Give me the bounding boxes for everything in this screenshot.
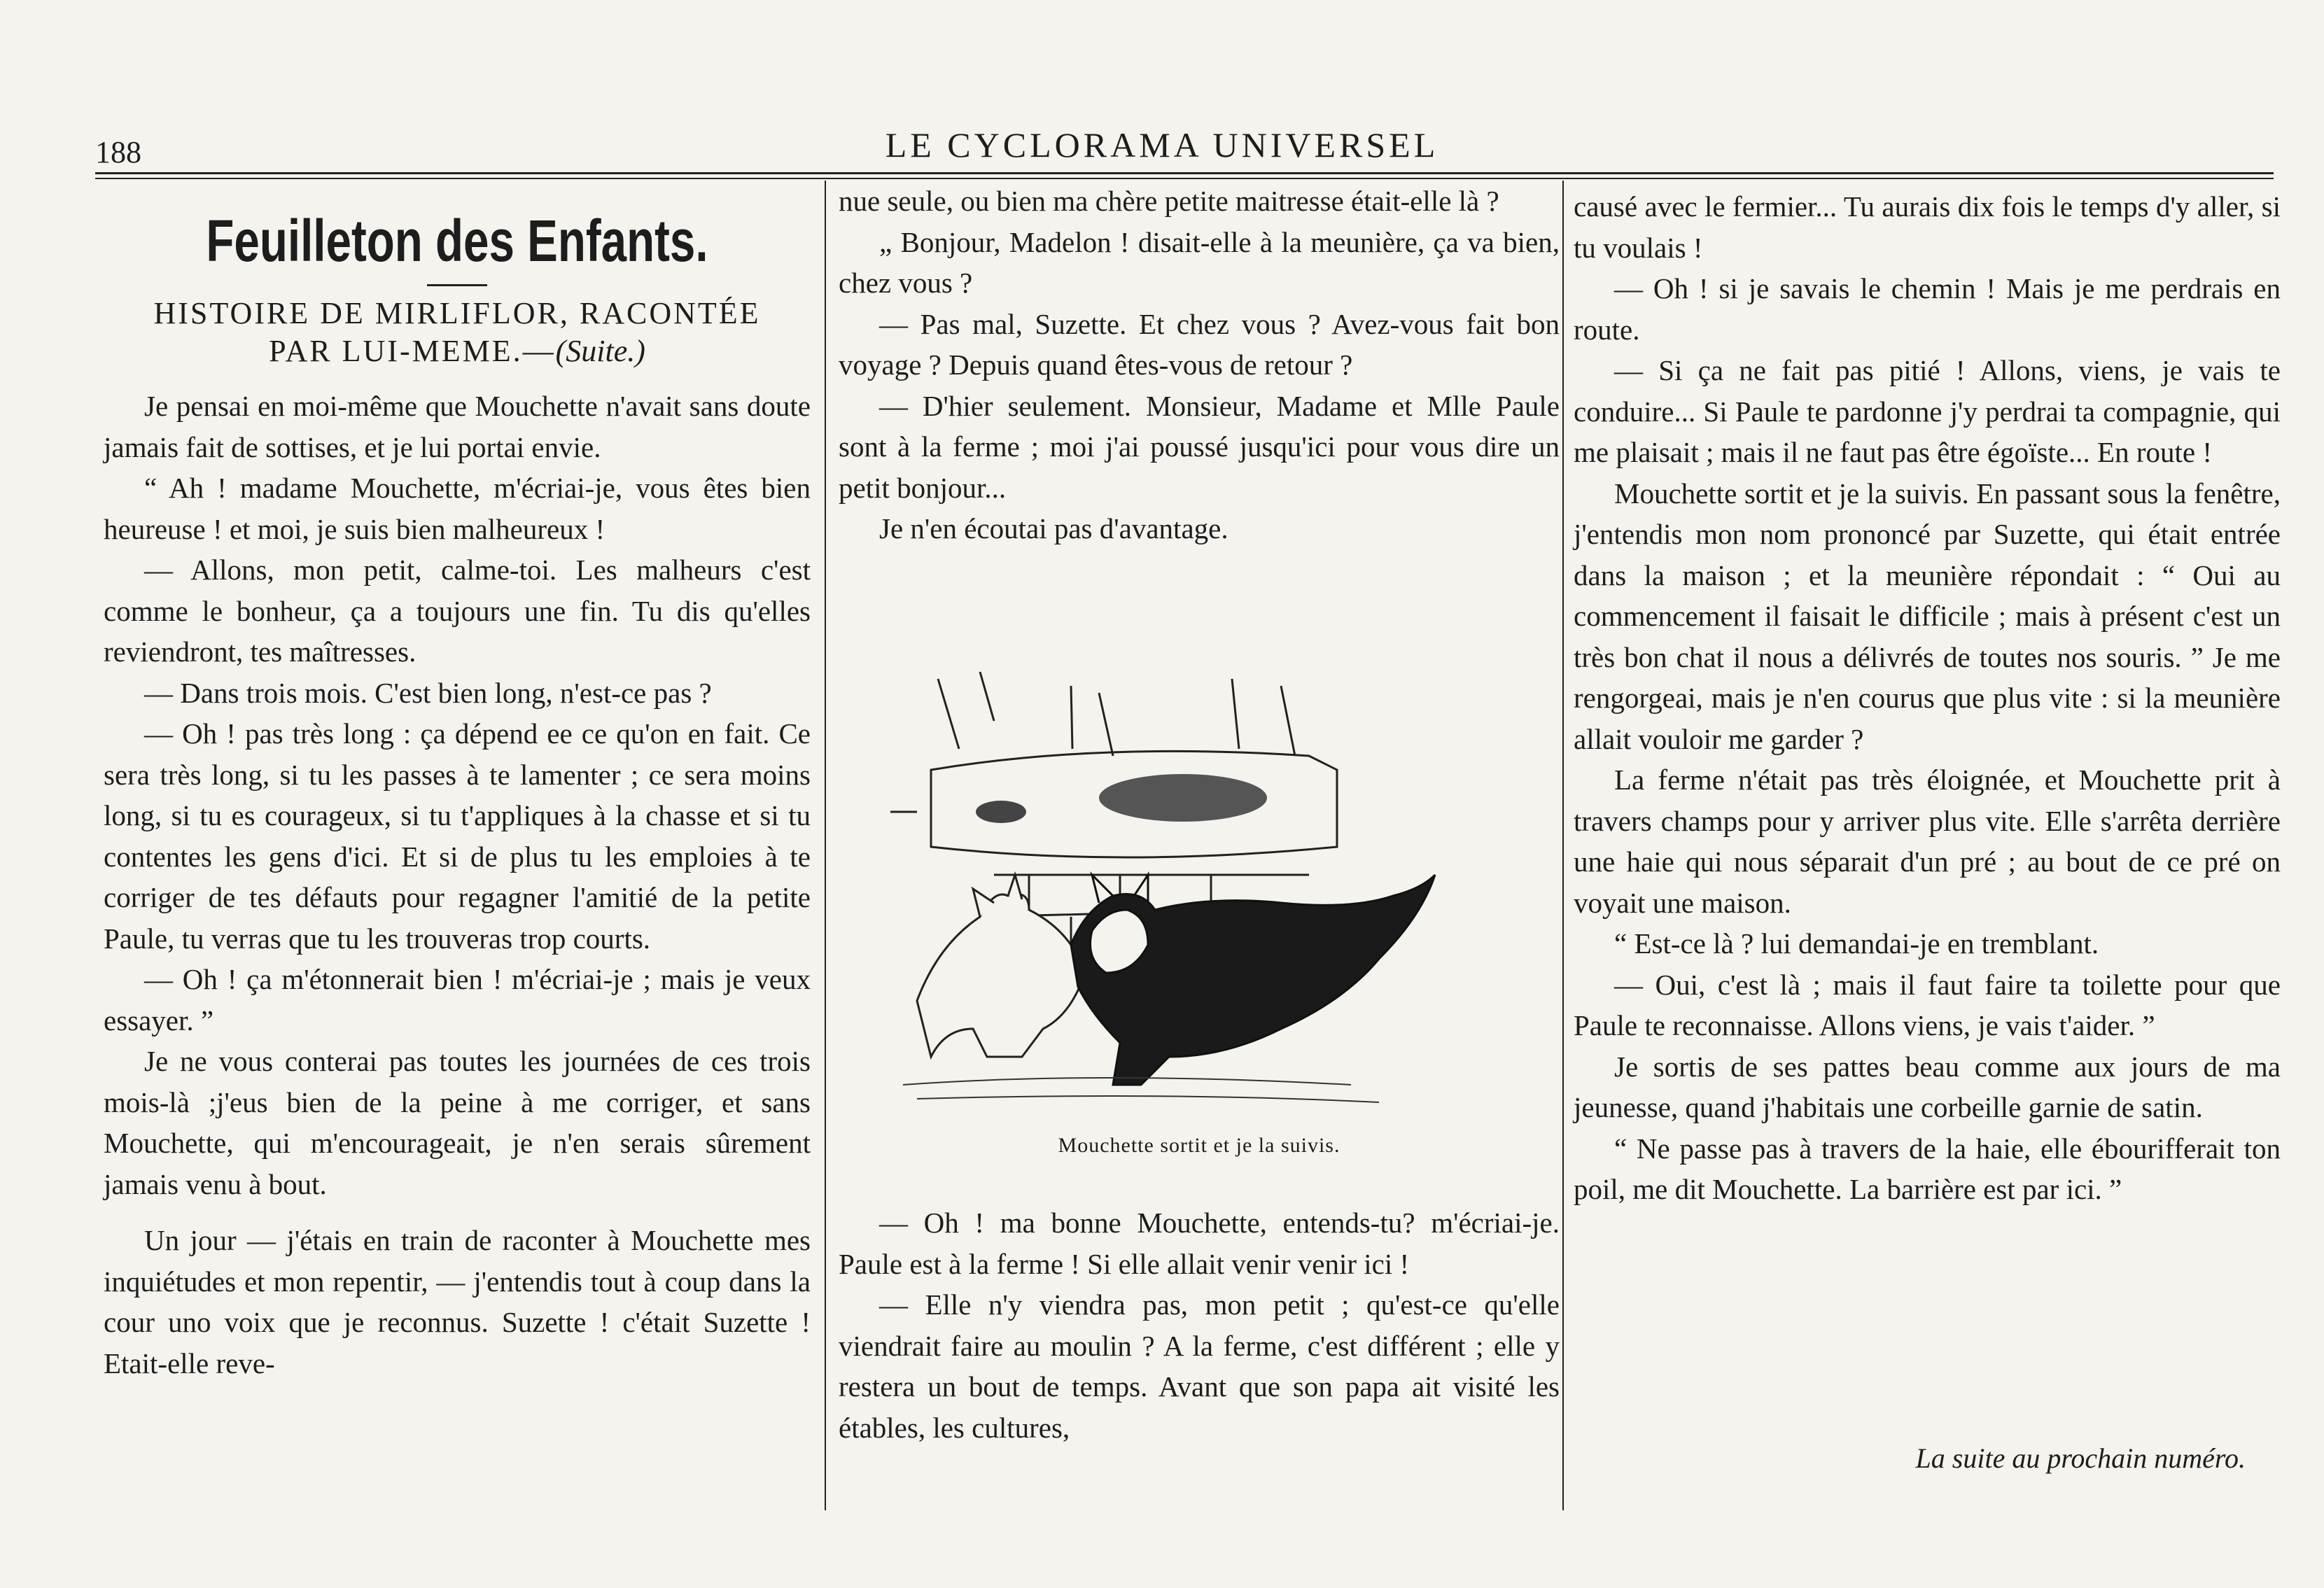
column-right [1574,186,2281,1210]
story-title [104,295,811,370]
black-cat [1071,875,1435,1085]
paragraph: — Oui, c'est là ; mais il faut faire ta toilette pour que Paule te reconnaisse. Allons viens, je vais t'aider. ” [1574,968,2281,1041]
illustration-caption: Mouchette sortit et je la suivis. [1058,1134,1340,1157]
paragraph: — Dans trois mois. C'est bien long, n'est-ce pas ? [144,676,712,709]
paragraph: — Si ça ne fait pas pitié ! Allons, viens, je vais te conduire... Si Paule te pardonne j'y perdrai ta compagnie, qui me plaisait ; mais il ne faut pas être égoïste... En route ! [1574,354,2281,468]
column-left [104,181,811,1384]
paragraph: — D'hier seulement. Monsieur, Madame et Mlle Paule sont à la ferme ; moi j'ai poussé jusqu'ici pour vous dire un petit bonjour... [839,389,1560,504]
paragraph: — Allons, mon petit, calme-toi. Les malheurs c'est comme le bonheur, ça a toujours une fin. Tu dis qu'elles reviendront, tes maîtresses. [104,554,811,668]
column-divider-2 [1562,181,1564,1510]
paragraph: “ Ne passe pas à travers de la haie, elle ébourifferait ton poil, me dit Mouchette. La barrière est par ici. ” [1574,1132,2281,1205]
story-title-suite: (Suite.) [555,334,645,368]
page-number: 188 [95,135,141,169]
heading-divider [427,284,487,286]
header-rule-top [95,172,2274,174]
paragraph: — Oh ! si je savais le chemin ! Mais je me perdrais en route. [1574,272,2281,346]
paragraph: „ Bonjour, Madelon ! disait-elle à la meunière, ça va bien, chez vous ? [839,225,1560,299]
paragraph: nue seule, ou bien ma chère petite maitresse était-elle là ? [839,185,1499,217]
story-title-text: PAR LUI-MEME.— [269,334,556,368]
cats-illustration [889,665,1533,1113]
continued-note: La suite au prochain numéro. [1915,1442,2246,1474]
column-middle-top [839,181,1560,549]
story-title-line2 [104,332,811,370]
story-title-line1: HISTOIRE DE MIRLIFLOR, RACONTÉE [153,296,761,330]
column-middle-bottom [839,1202,1560,1448]
feuilleton-heading: Feuilleton des Enfants. [206,208,708,274]
paragraph: Mouchette sortit et je la suivis. En passant sous la fenêtre, j'entendis mon nom prononcé par Suzette, qui était entrée dans la maison ; et la meunière répondait : “ Oui au commencement il faisait le difficile ; mais à présent c'est un très bon chat il nous a délivrés de toutes nos souris. ” Je me rengorgeai, mais je n'en courus que plus vite : si la meunière allait vouloir me garder ? [1574,477,2281,755]
paragraph: Un jour — j'étais en train de raconter à Mouchette mes inquiétudes et mon repentir, — j'entendis tout à coup dans la cour uno voix que je reconnus. Suzette ! c'était Suzette ! Etait-elle reve- [104,1224,811,1379]
paragraph: — Oh ! ma bonne Mouchette, entends-tu? m'écriai-je. Paule est à la ferme ! Si elle allait venir venir ici ! [839,1207,1560,1280]
paragraph: La ferme n'était pas très éloignée, et Mouchette prit à travers champs pour y arriver plus vite. Elle s'arrêta derrière une haie qui nous séparait d'un pré ; au bout de ce pré on voyait une maison. [1574,764,2281,919]
paragraph: — Oh ! ça m'étonnerait bien ! m'écriai-je ; mais je veux essayer. ” [104,963,811,1037]
paragraph: “ Est-ce là ? lui demandai-je en tremblant. [1614,927,2099,960]
running-title: LE CYCLORAMA UNIVERSEL [885,125,1439,164]
white-cat [917,875,1085,1057]
paragraph: Je n'en écoutai pas d'avantage. [879,512,1228,544]
paragraph: — Pas mal, Suzette. Et chez vous ? Avez-vous fait bon voyage ? Depuis quand êtes-vous de retour ? [839,307,1560,381]
paragraph: — Oh ! pas très long : ça dépend ee ce qu'on en fait. Ce sera très long, si tu les passes à te lamenter ; ce sera moins long, si tu es courageux, si tu t'appliques à la chasse et si tu contentes les gens d'ici. Et si de plus tu les emploies à te corriger de tes défauts pour regagner l'amitié de la petite Paule, tu verras que tu les trouveras trop courts. [104,717,811,955]
paragraph: Je sortis de ses pattes beau comme aux jours de ma jeunesse, quand j'habitais une corbeille garnie de satin. [1574,1050,2281,1123]
column-divider-1 [825,181,826,1510]
paragraph: — Elle n'y viendra pas, mon petit ; qu'est-ce qu'elle viendrait faire au moulin ? A la ferme, c'est différent ; elle y restera un bout de temps. Avant que son papa ait visité les étables, les cultures, [839,1288,1560,1444]
paragraph: Je ne vous conterai pas toutes les journées de ces trois mois-là ;j'eus bien de la peine à me corriger, et sans Mouchette, qui m'encourageait, je n'en serais sûrement jamais venu à bout. [104,1045,811,1200]
paragraph: “ Ah ! madame Mouchette, m'écriai-je, vous êtes bien heureuse ! et moi, je suis bien malheureux ! [104,472,811,545]
paragraph: Je pensai en moi-même que Mouchette n'avait sans doute jamais fait de sottises, et je lui portai envie. [104,390,811,463]
paragraph: causé avec le fermier... Tu aurais dix fois le temps d'y aller, si tu voulais ! [1574,190,2281,264]
header-rule-bottom [95,178,2274,179]
